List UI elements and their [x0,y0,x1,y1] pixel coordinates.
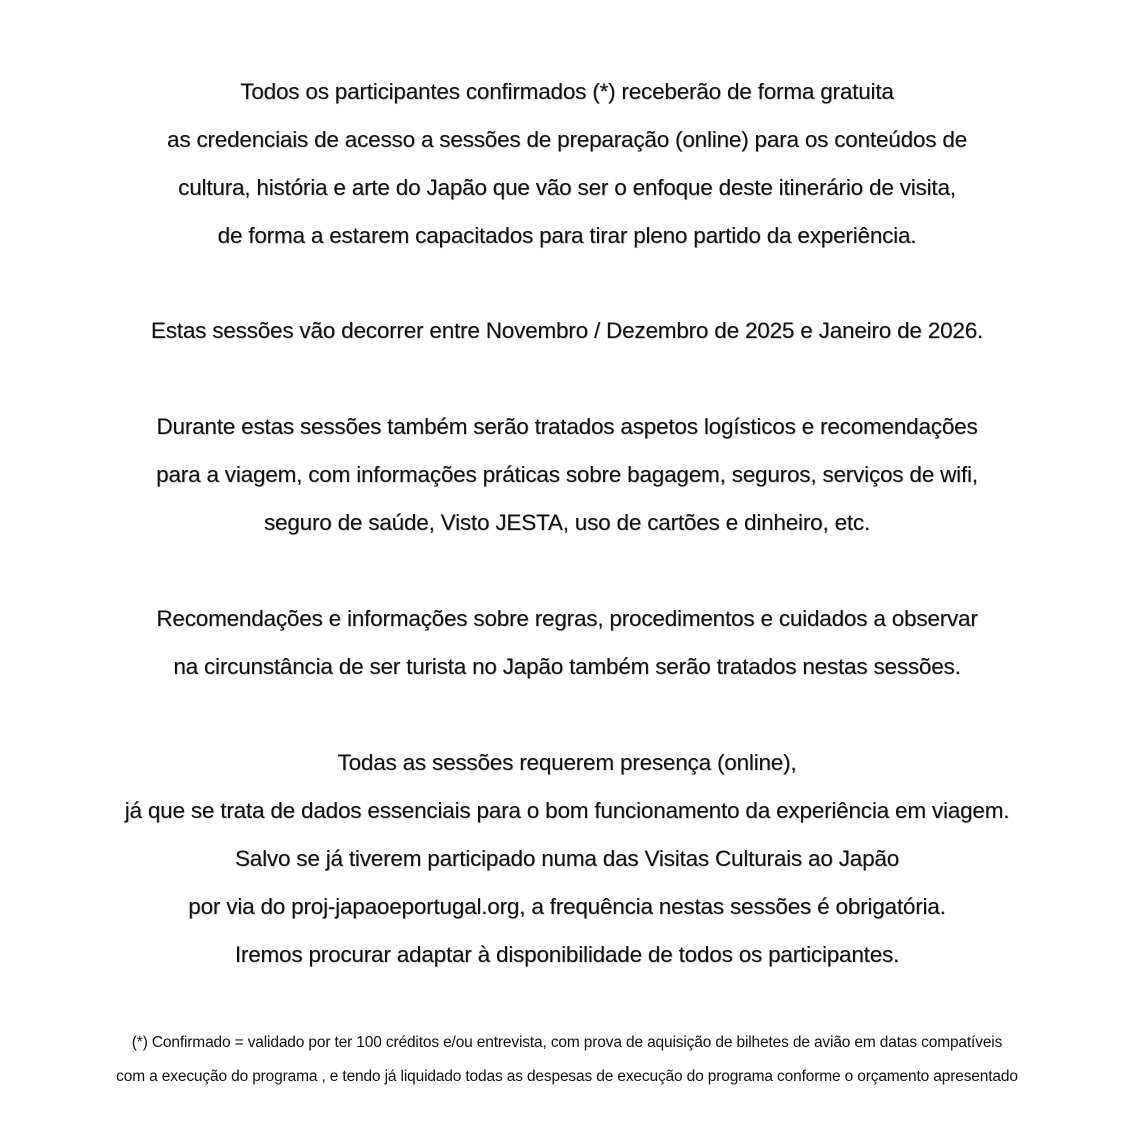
paragraph-5-line-1: Todas as sessões requerem presença (online), [337,750,797,775]
paragraph-4-line-1: Recomendações e informações sobre regras, procedimentos e cuidados a observar [156,606,978,631]
footnote-line-2: com a execução do programa , e tendo já liquidado todas as despesas de execução do programa conforme o orçamento apresentado [116,1068,1018,1085]
paragraph-1-line-1: Todos os participantes confirmados (*) receberão de forma gratuita [240,79,894,104]
paragraph-3-line-1: Durante estas sessões também serão tratados aspetos logísticos e recomendações [156,414,978,439]
paragraph-5-line-2: já que se trata de dados essenciais para o bom funcionamento da experiência em viagem. [124,798,1010,823]
paragraph-5-line-4: por via do proj-japaoeportugal.org, a frequência nestas sessões é obrigatória. [188,894,946,919]
paragraph-1-line-3: cultura, história e arte do Japão que vão ser o enfoque deste itinerário de visita, [178,175,956,200]
paragraph-5-line-5: Iremos procurar adaptar à disponibilidade de todos os participantes. [234,942,900,967]
paragraph-3-line-2: para a viagem, com informações práticas sobre bagagem, seguros, serviços de wifi, [156,462,978,487]
paragraph-4-line-2: na circunstância de ser turista no Japão também serão tratados nestas sessões. [173,654,961,679]
paragraph-1-line-4: de forma a estarem capacitados para tirar pleno partido da experiência. [217,223,917,248]
paragraph-2-line-1: Estas sessões vão decorrer entre Novembro / Dezembro de 2025 e Janeiro de 2026. [150,318,984,343]
footnote-line-1: (*) Confirmado = validado por ter 100 créditos e/ou entrevista, com prova de aquisição de bilhetes de avião em datas compatíveis [131,1034,1003,1051]
paragraph-5-line-3: Salvo se já tiverem participado numa das Visitas Culturais ao Japão [234,846,900,871]
paragraph-3-line-3: seguro de saúde, Visto JESTA, uso de cartões e dinheiro, etc. [263,510,871,535]
paragraph-1-line-2: as credenciais de acesso a sessões de preparação (online) para os conteúdos de [167,127,967,152]
